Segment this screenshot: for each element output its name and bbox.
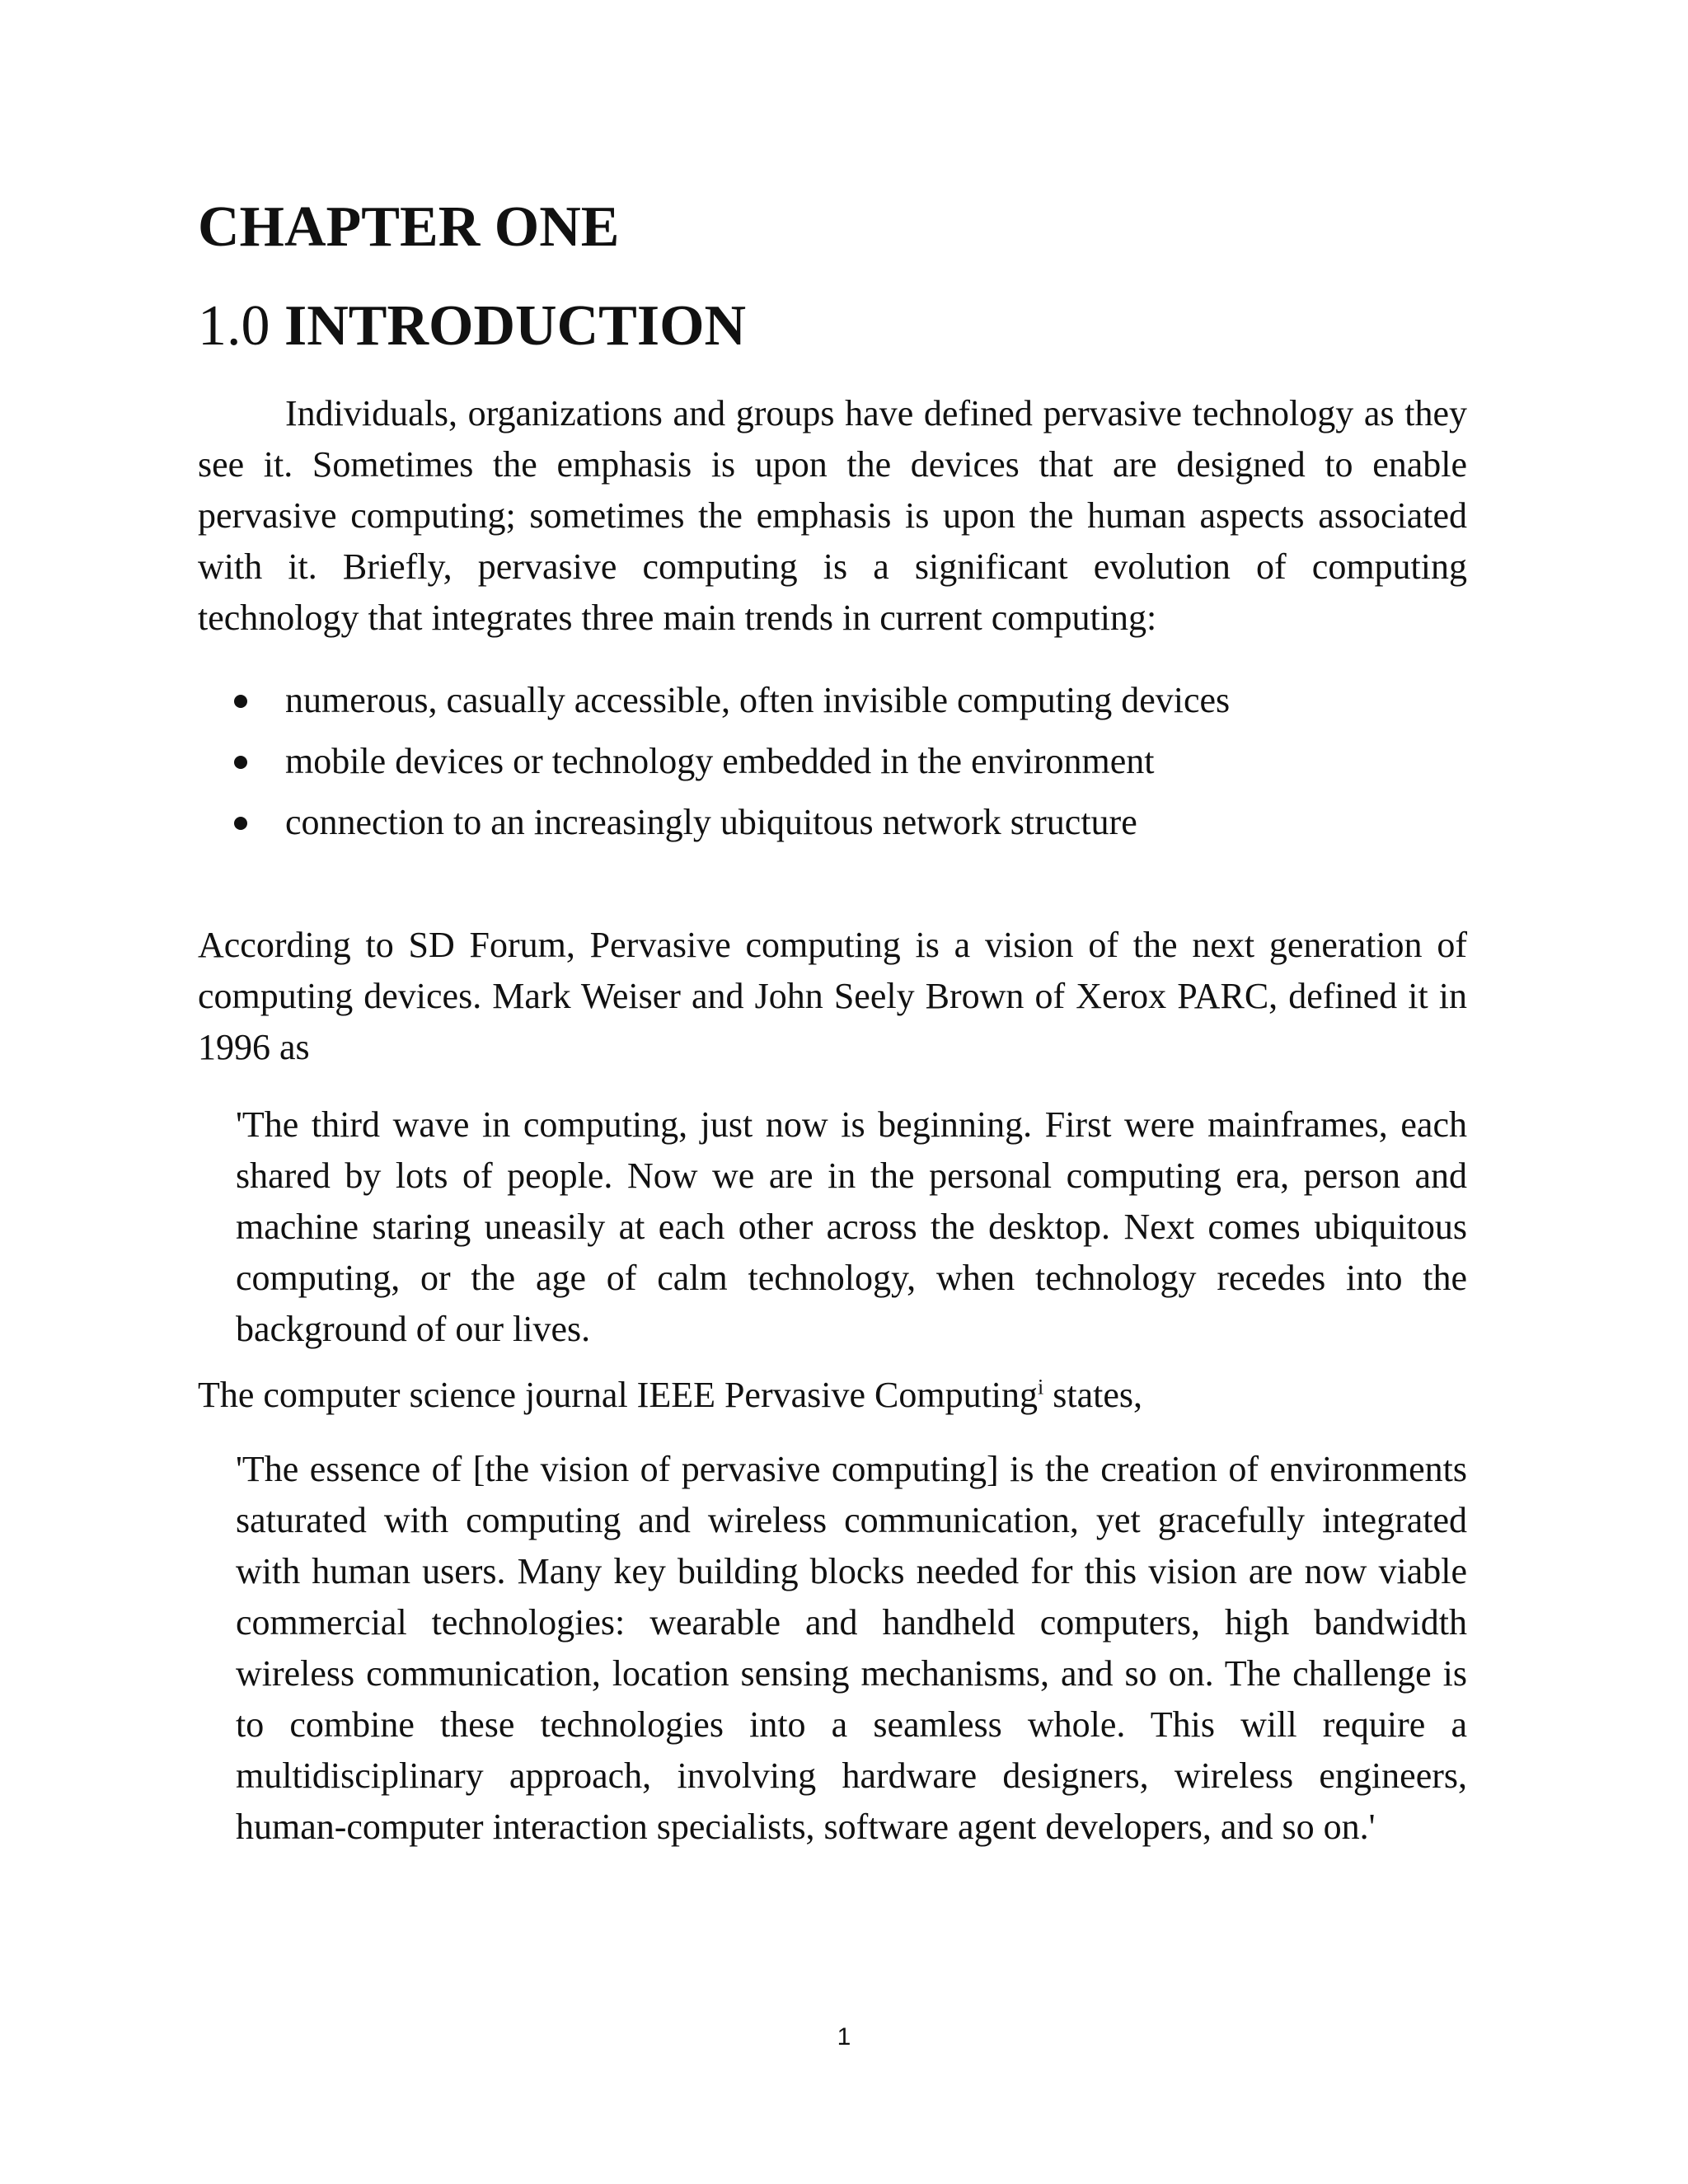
ieee-intro-paragraph [198, 1370, 1467, 1421]
footnote-marker: i [1038, 1375, 1044, 1399]
list-item [198, 792, 1467, 853]
trends-list [198, 670, 1467, 853]
page-number: 1 [837, 2023, 851, 2050]
chapter-title: CHAPTER ONE [198, 195, 620, 259]
bullet-icon [234, 695, 247, 708]
section-title [198, 290, 746, 363]
bullet-icon [234, 817, 247, 830]
section-name: INTRODUCTION [284, 294, 747, 358]
document-page [198, 0, 1467, 2184]
intro-paragraph: Individuals, organizations and groups have defined pervasive technology as they see it. Sometimes the emphasis is upon the devices that are designed to enable pervasive computing; sometimes the emphasis is upon the human aspects associated with it. Briefly, pervasive computing is a significant evolution of computing technology that integrates three main trends in current computing: [198, 393, 1467, 638]
list-item [198, 670, 1467, 731]
list-item-text: mobile devices or technology embedded in the environment [285, 741, 1155, 781]
section-number: 1.0 [198, 294, 270, 358]
ieee-intro-tail: states, [1043, 1375, 1143, 1415]
bullet-icon [234, 756, 247, 769]
list-item-text: connection to an increasingly ubiquitous network structure [285, 802, 1137, 842]
ieee-quote: 'The essence of [the vision of pervasive computing] is the creation of environments saturated with computing and wireless communication, yet gracefully integrated with human users. Many key building blocks needed for this vision are now viable commercial technologies: wearable and handheld computers, high bandwidth wireless communication, location sensing mechanisms, and so on. The challenge is to combine these technologies into a seamless whole. This will require a multidisciplinary approach, involving hardware designers, wireless engineers, human-computer interaction specialists, software agent developers, and so on.' [236, 1449, 1467, 1847]
list-item [198, 731, 1467, 792]
ieee-intro-text: The computer science journal IEEE Pervasive Computing [198, 1375, 1039, 1415]
sd-forum-paragraph: According to SD Forum, Pervasive computing is a vision of the next generation of computing devices. Mark Weiser and John Seely Brown of Xerox PARC, defined it in 1996 as [198, 925, 1467, 1067]
weiser-quote: 'The third wave in computing, just now is beginning. First were mainframes, each shared by lots of people. Now we are in the personal computing era, person and machine staring uneasily at each other across the desktop. Next comes ubiquitous computing, or the age of calm technology, when technology recedes into the background of our lives. [236, 1104, 1467, 1349]
list-item-text: numerous, casually accessible, often invisible computing devices [285, 680, 1231, 720]
